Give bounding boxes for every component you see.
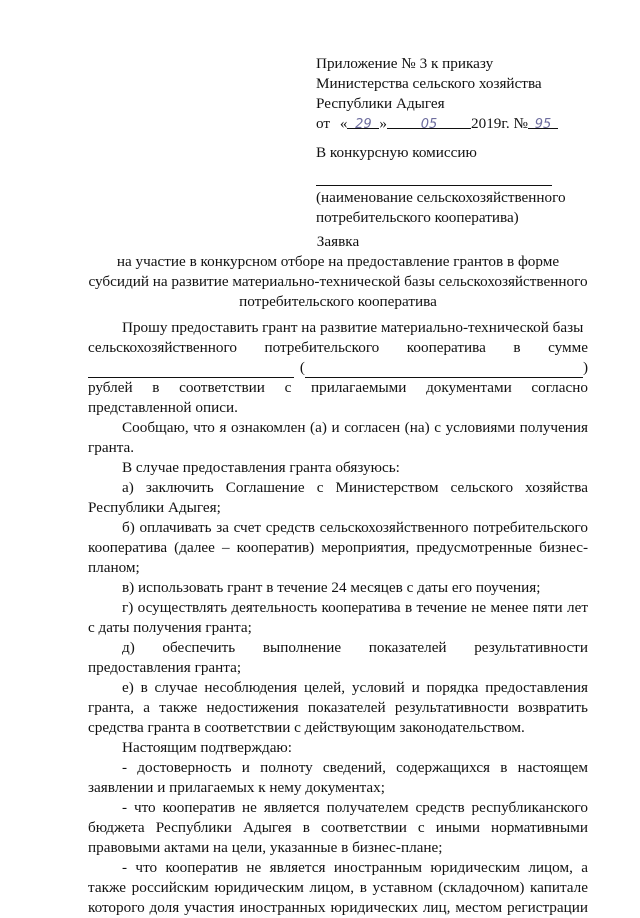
obligations-intro: В случае предоставления гранта обязуюсь:: [122, 459, 400, 476]
word: сумме: [548, 339, 588, 356]
title-line-1: на участие в конкурсном отборе на предоставление грантов в форме: [116, 253, 560, 270]
word: выполнение: [262, 639, 342, 656]
day-field: [347, 114, 379, 132]
word: потребительского: [264, 339, 380, 356]
word: документами: [426, 379, 512, 396]
obligation-b: б) оплачивать за счет средств сельскохозяйственного потребительского кооператива (далее – кооператив) мероприятия, предусмотренные бизнес-планом;: [88, 519, 588, 576]
request-line-2: [88, 338, 588, 358]
word: рублей: [88, 379, 133, 396]
title-heading: Заявка: [316, 233, 360, 250]
title-line-3: потребительского кооператива: [239, 293, 437, 310]
order-date-number: [316, 114, 616, 134]
word: д): [122, 639, 135, 656]
word: с: [284, 379, 292, 396]
number-field: [528, 114, 558, 132]
application-body: [88, 318, 588, 918]
word: обеспечить: [162, 639, 236, 656]
day-value: 29: [355, 117, 372, 132]
cooperative-name-caption-1: (наименование сельскохозяйственного: [316, 189, 566, 206]
quote-close: »: [379, 115, 388, 132]
request-line-4: [88, 378, 588, 398]
confirm-item-2: - что кооператив не является получателем средств республиканского бюджета Республики Адыгея в соответствии с иными нормативными правовыми актами на цели, указанные в бизнес-плане;: [88, 799, 588, 856]
appendix-line-1: Приложение № 3 к приказу: [316, 55, 494, 72]
amount-number-blank: [88, 363, 294, 378]
obligation-d: [88, 638, 588, 658]
paren-close: ): [582, 359, 588, 376]
obligation-d-continuation: предоставления гранта;: [88, 659, 242, 676]
obligation-a: а) заключить Соглашение с Министерством сельского хозяйства Республики Адыгея;: [88, 479, 588, 516]
confirm-item-3: - что кооператив не является иностранным юридическим лицом, а также российским юридическим лицом, в уставном (складочном) капитале которого доля участия иностранных юридических лиц, местом регистрации: [88, 859, 588, 916]
word: кооператива: [406, 339, 486, 356]
obligation-e: е) в случае несоблюдения целей, условий и порядка предоставления гранта, а также недостижения показателей результативности возвратить средства гранта в соответствии с действующим законодательством.: [88, 679, 588, 736]
amount-words-blank: [305, 363, 583, 378]
word: сельскохозяйственного: [88, 339, 237, 356]
obligation-v: в) использовать грант в течение 24 месяцев с даты его поучения;: [122, 579, 541, 596]
word: прилагаемыми: [310, 379, 407, 396]
paren-open: (: [299, 359, 305, 376]
from-label: от: [316, 115, 331, 132]
cooperative-name-caption-2: потребительского кооператива): [316, 209, 519, 226]
word: соответствии: [179, 379, 265, 396]
quote-open: «: [339, 115, 348, 132]
confirm-item-1: - достоверность и полноту сведений, содержащихся в настоящем заявлении и прилагаемых к нему документах;: [88, 759, 588, 796]
month-value: 05: [420, 117, 438, 132]
word: в: [513, 339, 521, 356]
cooperative-name-line: [316, 163, 552, 186]
application-title: [88, 232, 588, 312]
word: согласно: [531, 379, 588, 396]
confirm-intro: Настоящим подтверждаю:: [122, 739, 292, 756]
appendix-line-3: Республики Адыгея: [316, 95, 445, 112]
word: результативности: [474, 639, 588, 656]
request-line-1: Прошу предоставить грант на развитие материально-технической базы: [122, 319, 584, 336]
commission-block: [316, 143, 616, 228]
obligation-g: г) осуществлять деятельность кооператива в течение не менее пяти лет с даты получения гранта;: [88, 599, 588, 636]
commission-addressee: В конкурсную комиссию: [316, 144, 477, 161]
acquainted-paragraph: Сообщаю, что я ознакомлен (а) и согласен (на) с условиями получения гранта.: [88, 419, 588, 456]
appendix-line-2: Министерства сельского хозяйства: [316, 75, 542, 92]
request-line-5: представленной описи.: [88, 399, 238, 416]
year-number-label: 2019г. №: [471, 115, 528, 132]
appendix-header: [316, 54, 616, 134]
month-field: [387, 114, 471, 132]
word: в: [152, 379, 160, 396]
title-line-2: субсидий на развитие материально-технической базы сельскохозяйственного: [88, 273, 588, 290]
word: показателей: [368, 639, 447, 656]
amount-words: [300, 358, 588, 378]
number-value: 95: [534, 117, 552, 132]
amount-line: [88, 358, 588, 378]
